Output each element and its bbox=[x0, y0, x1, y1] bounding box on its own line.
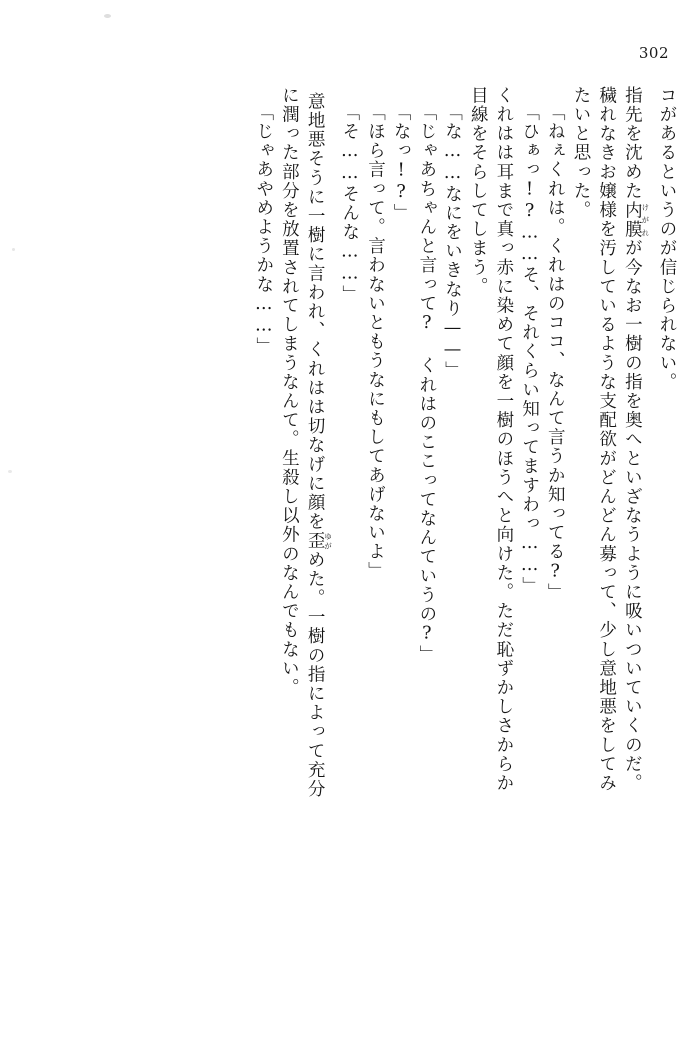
scan-artifact bbox=[104, 14, 111, 18]
text-line: 「ひぁっ!?……そ、それくらい知ってますわっ……」 bbox=[519, 103, 540, 596]
text-line: 「な……なにをいきなり——」 bbox=[442, 103, 463, 381]
scan-artifact bbox=[12, 248, 15, 251]
ruby-annotation: 内膜けがれ bbox=[622, 200, 650, 239]
vertical-text-body bbox=[42, 86, 675, 1010]
text-line: 「ほら言って。言わないともうなにもしてあげないよ」 bbox=[365, 103, 386, 581]
text-line-with-ruby: 指先を沈めた内膜けがれが今なお一樹の指を奥へといざなうように吸いついていくのだ。 bbox=[622, 86, 650, 793]
text-line-with-ruby: 意地悪そうに一樹に言われ、くれはは切なげに顔を歪ゆがめた。一樹の指によって充分 bbox=[305, 92, 333, 799]
text-line: 「じゃあやめようかな……」 bbox=[253, 103, 274, 357]
text-line: くれはは耳まで真っ赤に染めて顔を一樹のほうへと向けた。ただ恥ずかしさからか bbox=[493, 86, 514, 793]
text-line: 「そ……そんな……」 bbox=[339, 103, 360, 304]
text-line: 「じゃあちゃんと言って? くれはのここってなんていうの?」 bbox=[416, 103, 437, 665]
text-line: に潤った部分を放置されてしまうなんて。生殺し以外のなんでもない。 bbox=[279, 86, 300, 698]
ruby-annotation: 歪ゆが bbox=[305, 531, 333, 551]
text-line: コがあるというのが信じられない。 bbox=[657, 86, 677, 392]
text-line: たいと思った。 bbox=[570, 86, 591, 220]
text-line: 「ねぇくれは。くれはのココ、なんて言うか知ってる?」 bbox=[545, 103, 566, 603]
scan-artifact bbox=[8, 470, 12, 473]
text-line: 「なっ!?」 bbox=[391, 103, 412, 223]
text-line: 目線をそらしてしまう。 bbox=[468, 86, 489, 297]
text-line: 穢れなきお嬢様を汚しているような支配欲がどんどん募って、少し意地悪をしてみ bbox=[596, 86, 617, 793]
page-number: 302 bbox=[638, 44, 669, 62]
